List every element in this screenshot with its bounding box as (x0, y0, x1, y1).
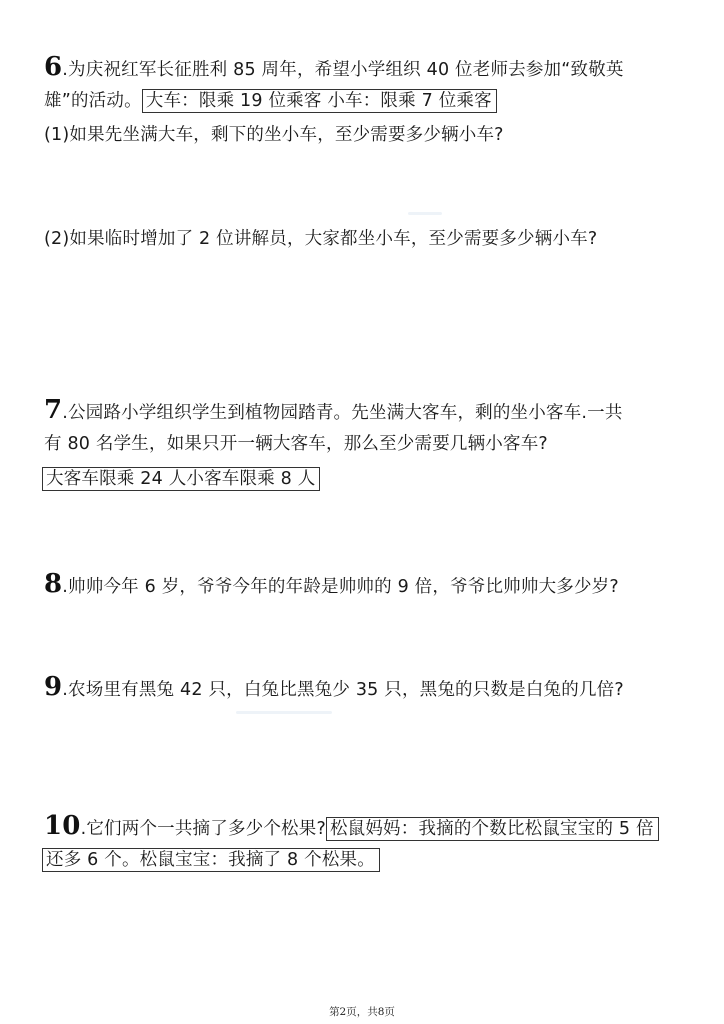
q6-line-2 (44, 88, 497, 115)
q9-number: 9 (44, 672, 63, 702)
q8-text-1: .帅帅今年 6 岁，爷爷今年的年龄是帅帅的 9 倍，爷爷比帅帅大多少岁? (62, 577, 619, 597)
q6-subquestion-1: (1)如果先坐满大车，剩下的坐小车，至少需要多少辆小车? (44, 125, 504, 145)
q10-text-1: .它们两个一共摘了多少个松果? (80, 819, 326, 839)
q9-line-1 (44, 674, 624, 704)
q7-line-3 (44, 466, 320, 493)
q6-vehicle-limits-box: 大车：限乘 19 位乘客 小车：限乘 7 位乘客 (142, 89, 497, 113)
q7-line-1 (44, 397, 623, 427)
q7-number: 7 (44, 395, 63, 425)
q6-number: 6 (44, 52, 63, 82)
q8-line-1 (44, 571, 619, 601)
q6-text-2: 雄”的活动。 (44, 91, 142, 111)
q10-line-1 (44, 813, 659, 843)
q7-bus-limits-box: 大客车限乘 24 人小客车限乘 8 人 (42, 467, 320, 491)
q6-subquestion-2: (2)如果临时增加了 2 位讲解员，大家都坐小车，至少需要多少辆小车? (44, 229, 598, 249)
scan-smudge (408, 212, 442, 215)
q10-number: 10 (44, 811, 81, 841)
q10-squirrel-box-bottom: 还多 6 个。松鼠宝宝：我摘了 8 个松果。 (42, 848, 380, 872)
q8-number: 8 (44, 569, 63, 599)
page-footer: 第2页，共8页 (329, 1006, 395, 1018)
q10-squirrel-box-top: 松鼠妈妈：我摘的个数比松鼠宝宝的 5 倍 (326, 817, 659, 841)
q7-line-2: 有 80 名学生，如果只开一辆大客车，那么至少需要几辆小客车? (44, 434, 548, 454)
q10-line-2 (44, 847, 380, 874)
q6-line-1 (44, 54, 624, 84)
q7-text-1: .公园路小学组织学生到植物园踏青。先坐满大客车，剩的坐小客车.一共 (62, 403, 623, 423)
q9-text-1: .农场里有黑兔 42 只，白兔比黑兔少 35 只，黑兔的只数是白兔的几倍? (62, 680, 624, 700)
q6-text-1: .为庆祝红军长征胜利 85 周年，希望小学组织 40 位老师去参加“致敬英 (62, 60, 624, 80)
scan-smudge (236, 711, 332, 714)
